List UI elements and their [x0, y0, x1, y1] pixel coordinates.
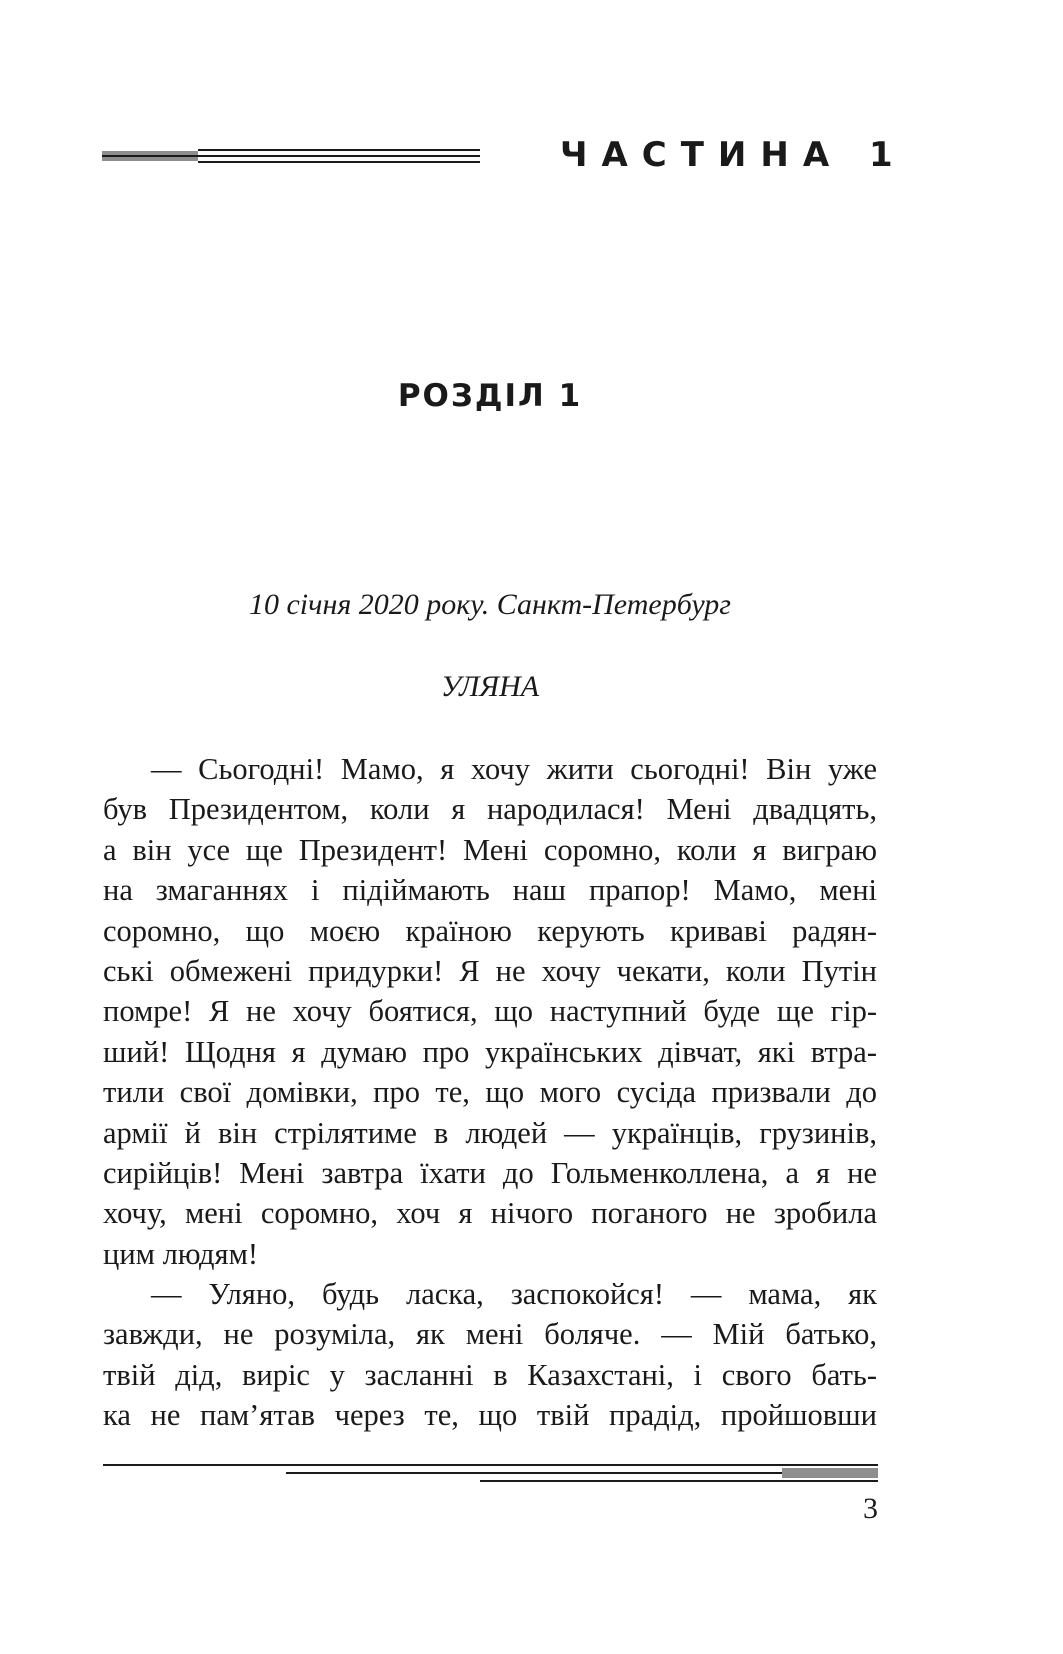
paragraph — [103, 1274, 877, 1436]
chapter-dateline: 10 січня 2020 року. Санкт-Петербург — [248, 588, 732, 621]
footer-ornament-bar — [782, 1468, 878, 1478]
footer-ornament-line — [103, 1464, 878, 1466]
text-line: цим людям! — [103, 1236, 259, 1271]
text-line: хочу, мені соромно, хоч я нічого поганого не зробила — [103, 1196, 877, 1231]
paragraph — [103, 749, 877, 1274]
chapter-title: РОЗДІЛ 1 — [397, 378, 583, 414]
footer-ornament-rule — [103, 1464, 878, 1490]
text-line: — Сьогодні! Мамо, я хочу жити сьогодні! Він уже — [151, 752, 877, 786]
part-title: ЧАСТИНА 1 — [560, 135, 907, 175]
text-line: твій дід, виріс у засланні в Казахстані, і свого бать- — [103, 1357, 877, 1392]
text-line: соромно, що моєю країною керують криваві радян- — [103, 913, 877, 948]
text-line: тили свої домівки, про те, що мого сусіда призвали до — [103, 1075, 877, 1110]
text-line: був Президентом, коли я народилася! Мені двадцять, — [103, 792, 877, 827]
text-line: а він усе ще Президент! Мені соромно, коли я виграю — [103, 832, 877, 867]
body-text — [103, 749, 877, 1436]
text-line: ка не пам’ятав через те, що твій прадід, пройшовши — [103, 1398, 877, 1433]
text-line: завжди, не розуміла, як мені боляче. — Мій батько, — [103, 1317, 877, 1352]
text-line: на змаганнях і підіймають наш прапор! Мамо, мені — [103, 873, 877, 908]
page-number: 3 — [863, 1492, 878, 1525]
text-line: армії й він стрілятиме в людей — українців, грузинів, — [103, 1115, 877, 1150]
text-line: помре! Я не хочу боятися, що наступний буде ще гір- — [103, 994, 877, 1029]
text-line: сирійців! Мені завтра їхати до Гольменколлена, а я не — [103, 1155, 877, 1190]
header-ornament-line — [102, 155, 480, 157]
speaker-name: УЛЯНА — [440, 670, 540, 703]
header-ornament-line — [198, 161, 480, 163]
text-line: — Уляно, будь ласка, заспокойся! — мама, як — [151, 1277, 877, 1312]
footer-ornament-line — [480, 1480, 878, 1482]
text-line: ший! Щодня я думаю про українських дівчат, які втра- — [103, 1034, 877, 1069]
header-ornament-line — [198, 149, 480, 151]
header-ornament-rule — [102, 147, 480, 167]
text-line: ські обмежені придурки! Я не хочу чекати, коли Путін — [103, 953, 877, 988]
